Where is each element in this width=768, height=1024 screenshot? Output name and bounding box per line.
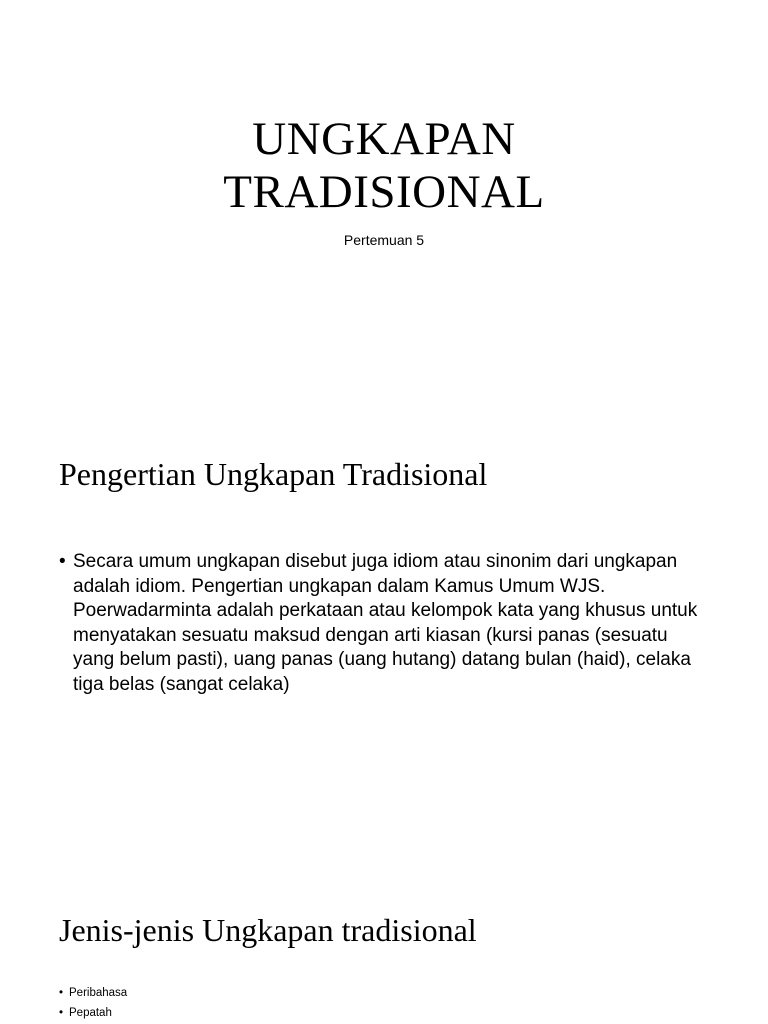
bullet-item: • Secara umum ungkapan disebut juga idiom atau sinonim dari ungkapan adalah idiom. Pengertian ungkapan dalam Kamus Umum WJS. Poerwadarminta adalah perkataan atau kelompok kata yang khusus untuk menyatakan sesuatu maksud dengan arti kiasan (kursi panas (sesuatu yang belum pasti), uang panas (uang hutang) datang bulan (haid), celaka tiga belas (sangat celaka) (59, 550, 709, 697)
types-slide (0, 864, 768, 1024)
slide-title-line-2: TRADISIONAL (223, 166, 545, 218)
slide-title-line-1: UNGKAPAN (252, 113, 516, 165)
definition-heading: Pengertian Ungkapan Tradisional (59, 456, 488, 492)
title-slide (0, 0, 768, 432)
bullet-item-peribahasa: • Peribahasa (59, 983, 709, 1003)
bullet-item-pepatah: • Pepatah (59, 1003, 709, 1023)
slide-title (0, 113, 768, 219)
types-heading: Jenis-jenis Ungkapan tradisional (59, 912, 477, 948)
types-bullet-list (59, 983, 709, 1023)
definition-slide (0, 432, 768, 864)
definition-bullet-list (59, 550, 709, 697)
slide-subtitle: Pertemuan 5 (343, 232, 425, 248)
